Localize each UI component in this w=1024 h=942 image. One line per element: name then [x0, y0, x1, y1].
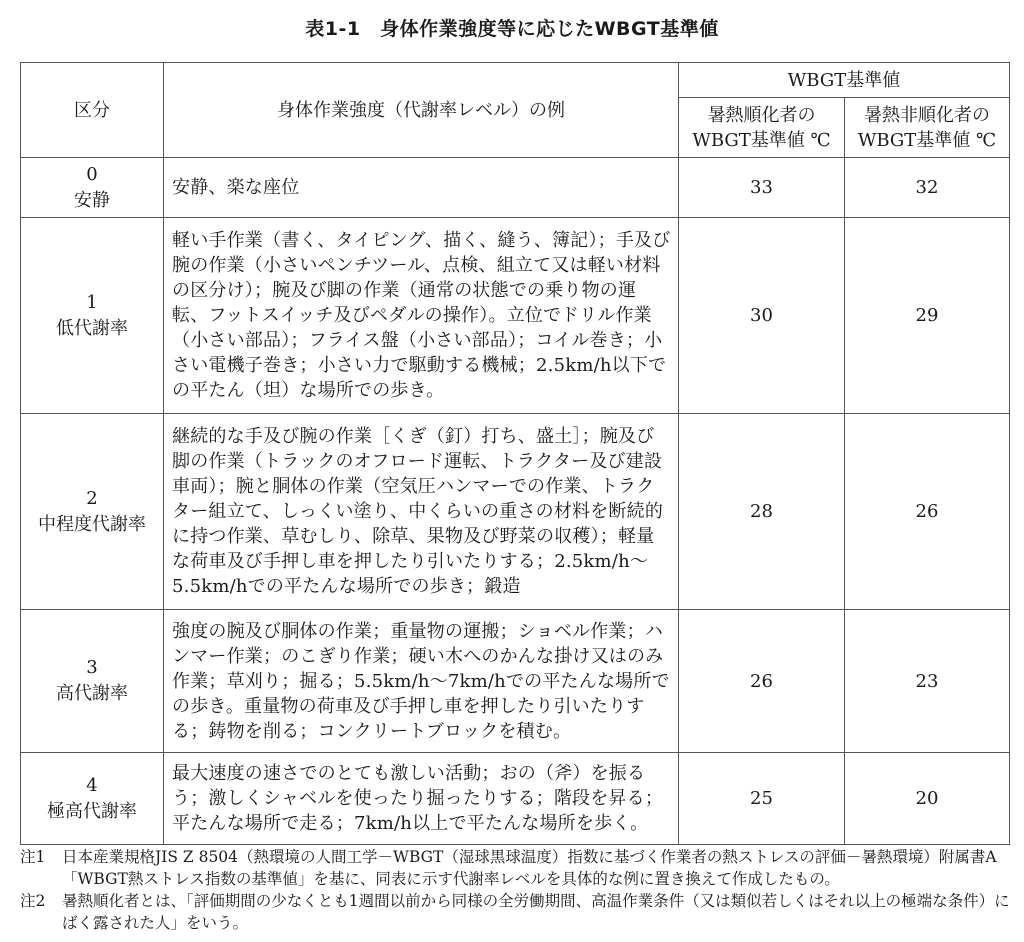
- non-acclimatized-value: 32: [845, 158, 1010, 218]
- header-example: 身体作業強度（代謝率レベル）の例: [164, 63, 679, 158]
- example-cell: 最大速度の速さでのとても激しい活動；おの（斧）を振るう；激しくシャベルを使ったり掘ったりする；階段を昇る；平たんな場所で走る；7km/h以上で平たんな場所を歩く。: [164, 753, 679, 845]
- category-name: 極高代謝率: [47, 800, 137, 822]
- wbgt-table: [20, 62, 1010, 845]
- acclimatized-value: 28: [679, 414, 845, 610]
- note-item: [20, 846, 1010, 890]
- category-level: 4: [86, 774, 98, 796]
- category-cell: [21, 218, 164, 414]
- non-acclimatized-value: 20: [845, 753, 1010, 845]
- header-acclimatized-line1: 暑熱順化者の: [707, 104, 816, 126]
- header-wbgt: WBGT基準値: [679, 63, 1010, 98]
- header-acclimatized: [679, 98, 845, 158]
- table-row: [21, 218, 1010, 414]
- header-row-1: [21, 63, 1010, 98]
- category-name: 安静: [74, 189, 110, 211]
- note-item: [20, 890, 1010, 934]
- category-level: 1: [86, 291, 98, 313]
- header-non-acclimatized-line2: WBGT基準値 ℃: [857, 129, 997, 151]
- note-text: 暑熱順化者とは、「評価期間の少なくとも1週間以前から同様の全労働期間、高温作業条件（又は類似若しくはそれ以上の極端な条件）にばく露された人」をいう。: [62, 892, 1010, 932]
- table-row: [21, 610, 1010, 753]
- category-name: 中程度代謝率: [38, 513, 146, 535]
- table-row: [21, 753, 1010, 845]
- example-cell: 軽い手作業（書く、タイピング、描く、縫う、簿記）；手及び腕の作業（小さいペンチツール、点検、組立て又は軽い材料の区分け）；腕及び脚の作業（通常の状態での乗り物の運転、フットスイッチ及びペダルの操作）。立位でドリル作業（小さい部品）；フライス盤（小さい部品）；コイル巻き；小さい電機子巻き；小さい力で駆動する機械；2.5km/h以下での平たん（坦）な場所での歩き。: [164, 218, 679, 414]
- note-label: 注2: [20, 892, 46, 910]
- non-acclimatized-value: 26: [845, 414, 1010, 610]
- table-title: 表1-1 身体作業強度等に応じたWBGT基準値: [305, 18, 719, 40]
- category-cell: [21, 610, 164, 753]
- example-cell: 継続的な手及び腕の作業［くぎ（釘）打ち、盛土］；腕及び脚の作業（トラックのオフロード運転、トラクター及び建設車両）；腕と胴体の作業（空気圧ハンマーでの作業、トラクター組立て、しっくい塗り、中くらいの重さの材料を断続的に持つ作業、草むしり、除草、果物及び野菜の収穫）；軽量な荷車及び手押し車を押したり引いたりする；2.5km/h～5.5km/hでの平たんな場所での歩き；鍛造: [164, 414, 679, 610]
- category-name: 高代謝率: [56, 683, 128, 704]
- category-level: 2: [86, 487, 98, 509]
- example-cell: 強度の腕及び胴体の作業；重量物の運搬；ショベル作業；ハンマー作業；のこぎり作業；硬い木へのかんな掛け又はのみ作業；草刈り；掘る；5.5km/h～7km/hでの平たんな場所での歩き。重量物の荷車及び手押し車を押したり引いたりする；鋳物を削る；コンクリートブロックを積む。: [164, 610, 679, 753]
- acclimatized-value: 26: [679, 610, 845, 753]
- header-non-acclimatized-line1: 暑熱非順化者の: [864, 104, 990, 126]
- header-category: 区分: [21, 63, 164, 158]
- acclimatized-value: 33: [679, 158, 845, 218]
- category-level: 0: [86, 163, 98, 185]
- acclimatized-value: 25: [679, 753, 845, 845]
- category-name: 低代謝率: [56, 317, 128, 339]
- table-row: [21, 158, 1010, 218]
- notes: [20, 846, 1010, 934]
- note-label: 注1: [20, 848, 46, 866]
- header-non-acclimatized: [845, 98, 1010, 158]
- non-acclimatized-value: 29: [845, 218, 1010, 414]
- example-cell: 安静、楽な座位: [164, 158, 679, 218]
- category-cell: [21, 158, 164, 218]
- acclimatized-value: 30: [679, 218, 845, 414]
- table-row: [21, 414, 1010, 610]
- category-cell: [21, 414, 164, 610]
- category-cell: [21, 753, 164, 845]
- note-text: 日本産業規格JIS Z 8504（熱環境の人間工学－WBGT（湿球黒球温度）指数に基づく作業者の熱ストレスの評価－暑熱環境）附属書A「WBGT熱ストレス指数の基準値」を基に、同表に示す代謝率レベルを具体的な例に置き換えて作成したもの。: [62, 848, 997, 888]
- non-acclimatized-value: 23: [845, 610, 1010, 753]
- header-acclimatized-line2: WBGT基準値 ℃: [692, 129, 831, 151]
- category-level: 3: [86, 657, 98, 678]
